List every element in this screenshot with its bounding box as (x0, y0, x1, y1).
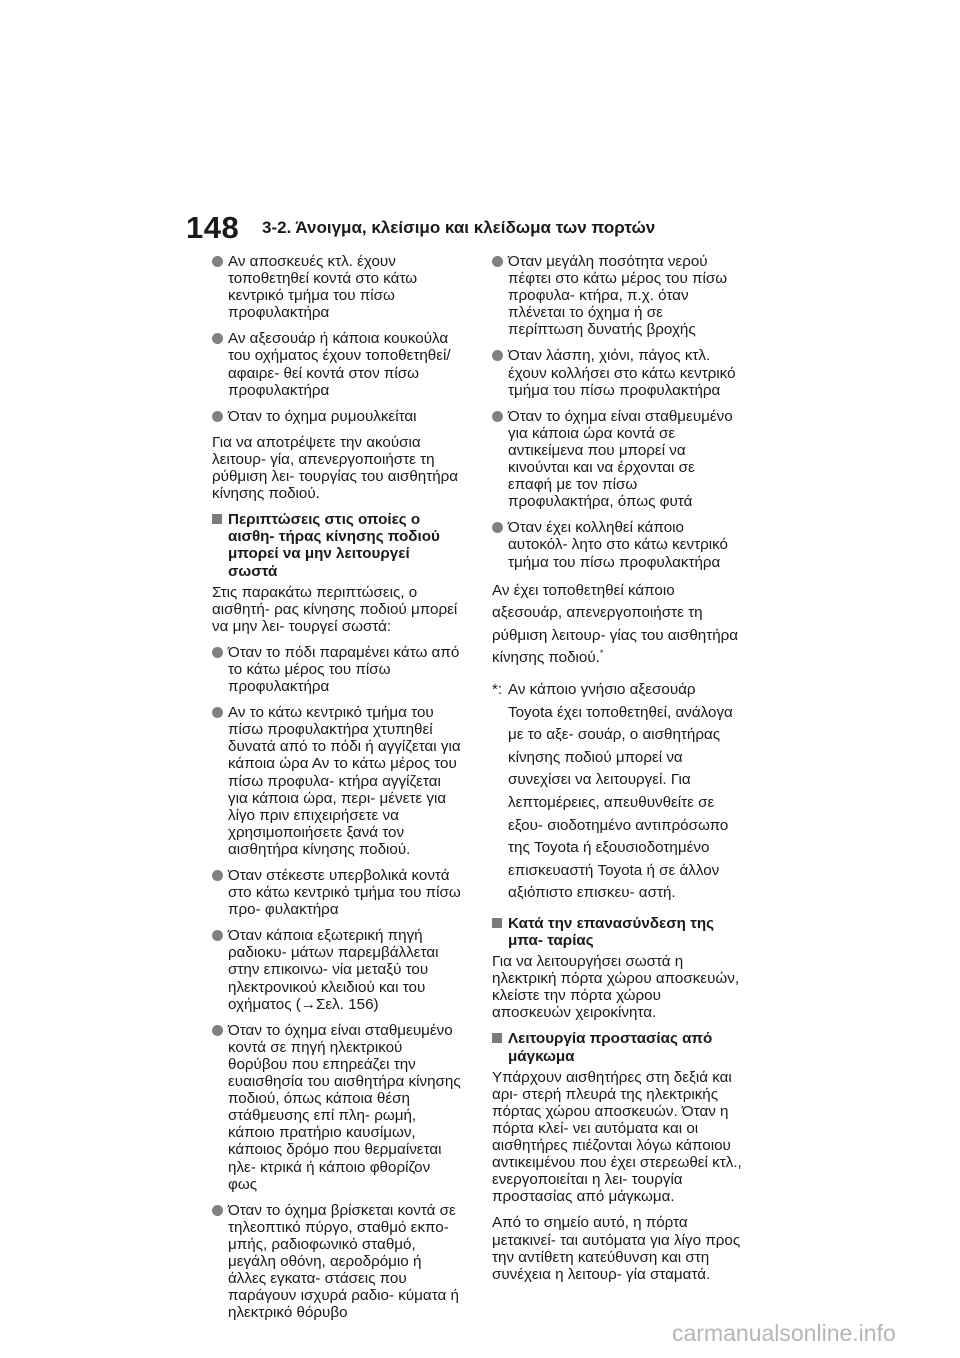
list-item: Όταν το όχημα είναι σταθμευμένο για κάποια ώρα κοντά σε αντικείμενα που μπορεί να κινούνται και να έρχονται σε επαφή με τον πίσω προφυλακτήρα, όπως φυτά (492, 408, 742, 511)
paragraph: Υπάρχουν αισθητήρες στη δεξιά και αρι- στερή πλευρά της ηλεκτρικής πόρτας χώρου αποσκευών. Όταν η πόρτα κλεί- νει αυτόματα και οι αισθητήρες πιέζονται λόγω κάποιου αντικειμένου που έχει στερεωθεί κτλ., ενεργοποιείται η λει- τουργία προστασίας από μάγκωμα. (492, 1068, 742, 1206)
square-bullet-icon (492, 918, 502, 928)
left-column (212, 253, 462, 1330)
footnote: *: Αν κάποιο γνήσιο αξεσουάρ Toyota έχει τοποθετηθεί, ανάλογα με το αξε- σουάρ, ο αισθητήρας κίνησης ποδιού μπορεί να συνεχίσει να λειτουργεί. Για λεπτομέρειες, απευθυνθείτε σε εξου- σιοδοτημένο αντιπρόσωπο της Toyota ή εξουσιοδοτημένο επισκευαστή Toyota ή σε άλλον αξιόπιστο επισκευ- αστή. (492, 680, 733, 902)
bullet-icon (212, 333, 223, 344)
list-item: Όταν λάσπη, χιόνι, πάγος κτλ. έχουν κολλήσει στο κάτω κεντρικό τμήμα του πίσω προφυλακτήρα (492, 347, 742, 398)
list-item: Όταν έχει κολληθεί κάποιο αυτοκόλ- λητο στο κάτω κεντρικό τμήμα του πίσω προφυλακτήρα (492, 519, 742, 570)
subheading: Λειτουργία προστασίας από μάγκωμα (492, 1030, 742, 1064)
footnote-mark: *: (492, 680, 503, 698)
list-item: Όταν το όχημα ρυμουλκείται (212, 408, 462, 425)
footnote-ref: * (599, 648, 604, 659)
bullet-icon (492, 350, 503, 361)
list-item: Όταν το πόδι παραμένει κάτω από το κάτω μέρος του πίσω προφυλακτήρα (212, 644, 462, 695)
watermark: carmanualsonline.info (672, 1320, 896, 1346)
bullet-icon (492, 256, 503, 267)
list-item: Όταν το όχημα είναι σταθμευμένο κοντά σε πηγή ηλεκτρικού θορύβου που επηρεάζει την ευαισθησία του αισθητήρα κίνησης ποδιού, όπως κάποια θέση στάθμευσης επί πλη- ρωμή, κάποιο πρατήριο καυσίμων, κάποιος δρόμο που θερμαίνεται ηλε- κτρικά ή κάποιο φθορίζον φως (212, 1022, 462, 1193)
subheading: Κατά την επανασύνδεση της μπα- ταρίας (492, 915, 742, 949)
bullet-icon (212, 256, 223, 267)
square-bullet-icon (212, 514, 222, 524)
list-item: Όταν μεγάλη ποσότητα νερού πέφτει στο κάτω μέρος του πίσω προφυλα- κτήρα, π.χ. όταν πλένεται το όχημα ή σε περίπτωση δυνατής βροχής (492, 253, 742, 338)
square-bullet-icon (492, 1033, 502, 1043)
bullet-icon (212, 930, 223, 941)
bullet-icon (212, 411, 223, 422)
bullet-icon (212, 707, 223, 718)
paragraph: Στις παρακάτω περιπτώσεις, ο αισθητή- ρας κίνησης ποδιού μπορεί να μην λει- τουργεί σωστά: (212, 583, 458, 635)
bullet-icon (492, 411, 503, 422)
list-item: Αν αξεσουάρ ή κάποια κουκούλα του οχήματος έχουν τοποθετηθεί/αφαιρε- θεί κοντά στον πίσω προφυλακτήρα (212, 330, 462, 398)
list-item: Όταν το όχημα βρίσκεται κοντά σε τηλεοπτικό πύργο, σταθμό εκπο- μπής, ραδιοφωνικό σταθμό, μεγάλη οθόνη, αεροδρόμιο ή άλλες εγκατα- στάσεις που παράγουν ισχυρά ραδιο- κύματα ή ηλεκτρικό θόρυβο (212, 1202, 462, 1322)
page-number: 148 (186, 210, 240, 245)
subheading: Περιπτώσεις στις οποίες ο αισθη- τήρας κίνησης ποδιού μπορεί να μην λειτουργεί σωστά (212, 511, 462, 579)
bullet-icon (212, 1205, 223, 1216)
list-item: Αν αποσκευές κτλ. έχουν τοποθετηθεί κοντά στο κάτω κεντρικό τμήμα του πίσω προφυλακτήρα (212, 253, 462, 321)
section-title: 3-2. Άνοιγμα, κλείσιμο και κλείδωμα των πορτών (262, 218, 656, 237)
list-item: Όταν κάποια εξωτερική πηγή ραδιοκυ- μάτων παρεμβάλλεται στην επικοινω- νία μεταξύ του ηλεκτρονικού κλειδιού και του οχήματος (→Σελ. 156) (212, 927, 462, 1012)
list-item: Αν το κάτω κεντρικό τμήμα του πίσω προφυλακτήρα χτυπηθεί δυνατά από το πόδι ή αγγίζεται για κάποια ώρα Αν το κάτω μέρος του πίσω προφυλα- κτήρα αγγίζεται για κάποια ώρα, περι- μένετε για λίγο πριν επιχειρήσετε να χρησιμοποιήσετε ξανά τον αισθητήρα κίνησης ποδιού. (212, 704, 462, 858)
paragraph: Για να αποτρέψετε την ακούσια λειτουρ- γία, απενεργοποιήστε τη ρύθμιση λει- τουργίας του αισθητήρα κίνησης ποδιού. (212, 433, 459, 503)
right-column (492, 253, 742, 1292)
bullet-icon (212, 647, 223, 658)
paragraph: Από το σημείο αυτό, η πόρτα μετακινεί- ται αυτόματα για λίγο προς την αντίθετη κατεύθυνση και στη συνέχεια η λειτουρ- γία σταματά. (492, 1214, 741, 1283)
list-item: Όταν στέκεστε υπερβολικά κοντά στο κάτω κεντρικό τμήμα του πίσω προ- φυλακτήρα (212, 867, 462, 918)
paragraph: Αν έχει τοποθετηθεί κάποιο αξεσουάρ, απενεργοποιήστε τη ρύθμιση λειτουρ- γίας του αισθητήρα κίνησης ποδιού.* (492, 581, 739, 667)
page-header (0, 0, 960, 250)
bullet-icon (212, 870, 223, 881)
paragraph: Για να λειτουργήσει σωστά η ηλεκτρική πόρτα χώρου αποσκευών, κλείστε την πόρτα χώρου αποσκευών χειροκίνητα. (492, 953, 740, 1022)
bullet-icon (212, 1025, 223, 1036)
bullet-icon (492, 522, 503, 533)
